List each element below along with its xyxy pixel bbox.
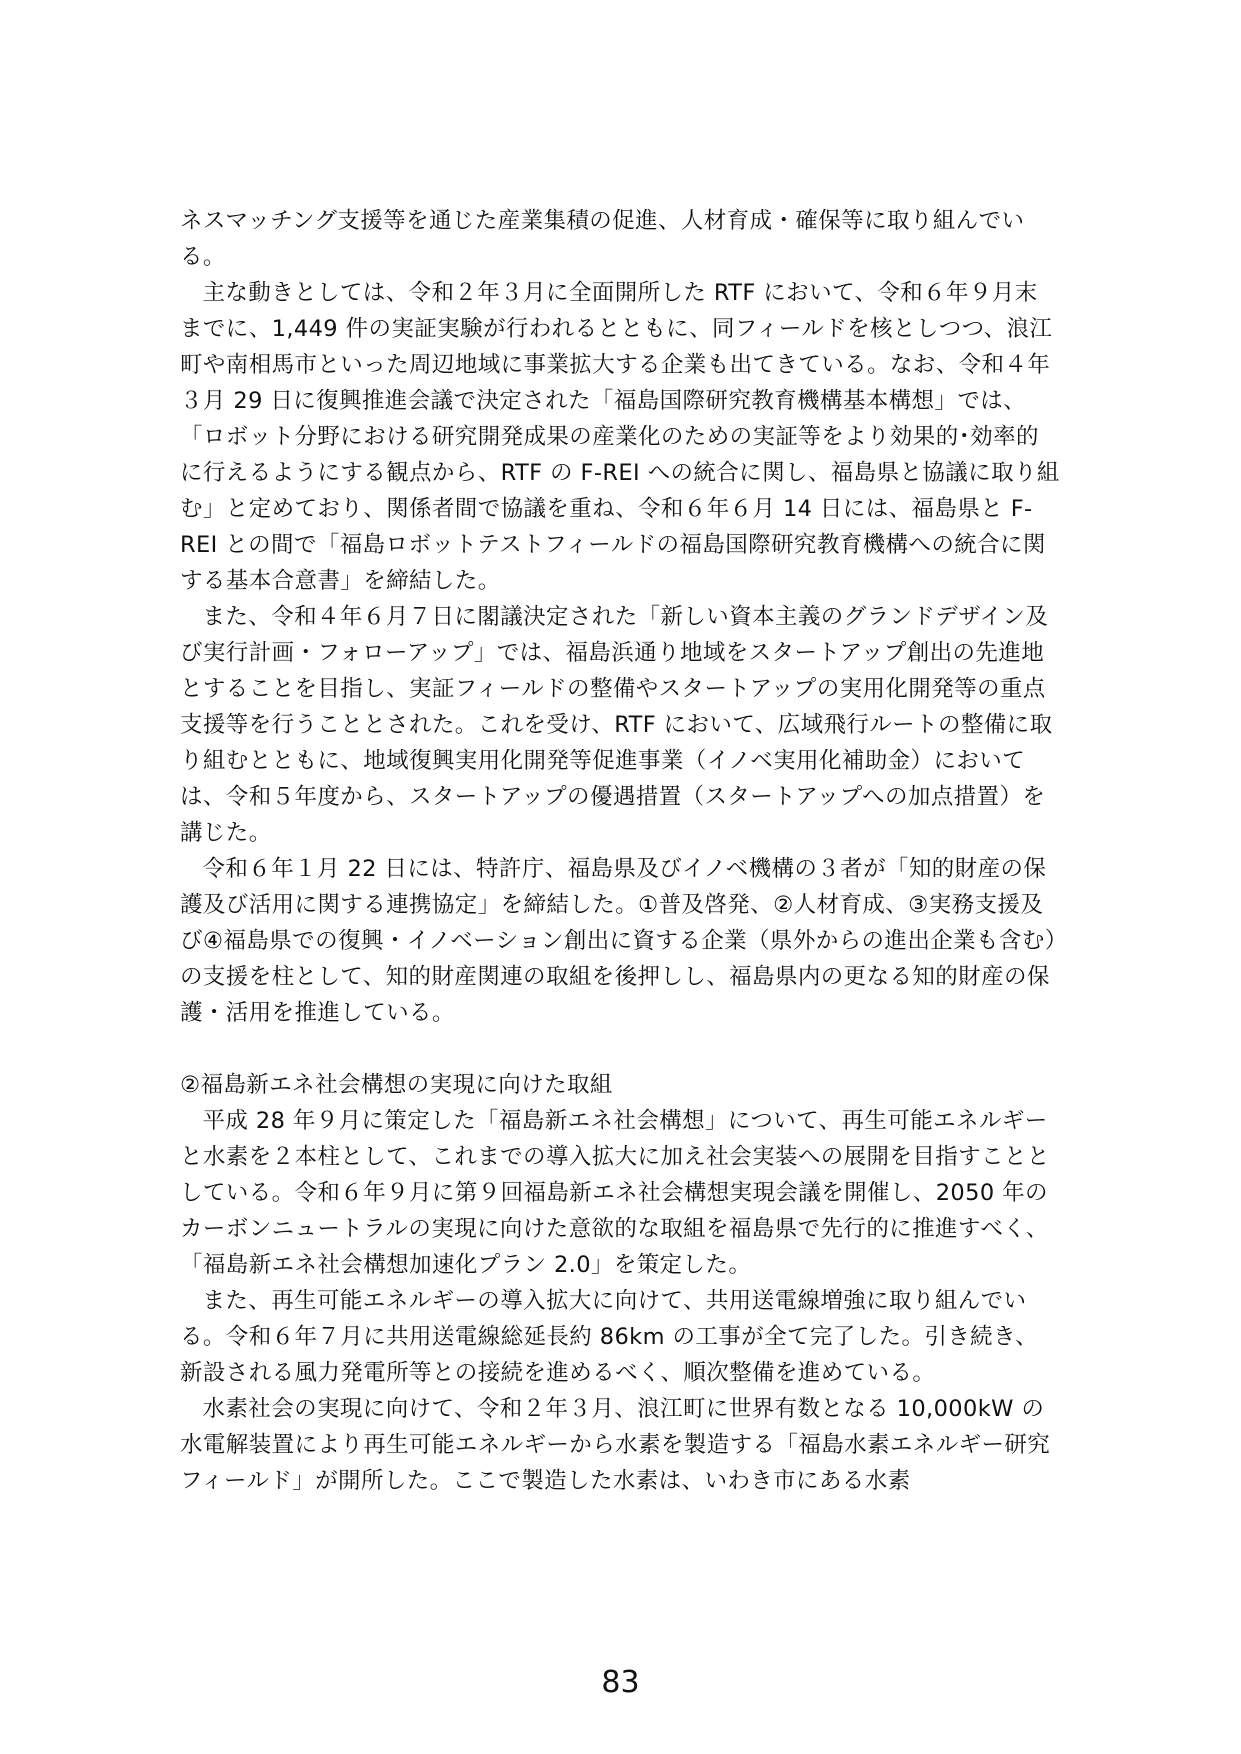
paragraph-rtf-progress: 主な動きとしては、令和２年３月に全面開所した RTF において、令和６年９月末までに、1,449 件の実証実験が行われるとともに、同フィールドを核としつつ、浪江町や南相馬市といった周辺地域に事業拡大する企業も出てきている。なお、令和４年３月 29 日に復興推進会議で決定された「福島国際研究教育機構基本構想」では、「ロボット分野における研究開発成果の産業化のための実証等をより効果的･効率的に行えるようにする観点から、RTF の F-REI への統合に関し、福島県と協議に取り組む」と定めており、関係者間で協議を重ね、令和６年６月 14 日には、福島県と F-REI との間で「福島ロボットテストフィールドの福島国際研究教育機構への統合に関する基本合意書」を締結した。 — [180, 280, 1060, 594]
paragraph-continued: ネスマッチング支援等を通じた産業集積の促進、人材育成・確保等に取り組んでいる。 — [180, 208, 1025, 270]
paragraph-new-energy-concept: 平成 28 年９月に策定した「福島新エネ社会構想」について、再生可能エネルギーと水素を２本柱として、これまでの導入拡大に加え社会実装への展開を目指すこととしている。令和６年９月に第９回福島新エネ社会構想実現会議を開催し、2050 年のカーボンニュートラルの実現に向けた意欲的な取組を福島県で先行的に推進すべく、「福島新エネ社会構想加速化プラン 2.0」を策定した。 — [180, 1108, 1050, 1278]
paragraph-transmission-line: また、再生可能エネルギーの導入拡大に向けて、共用送電線増強に取り組んでいる。令和６年７月に共用送電線総延長約 86km の工事が全て完了した。引き続き、新設される風力発電所等との接続を進めるべく、順次整備を進めている。 — [180, 1288, 1038, 1386]
paragraph-hydrogen-society: 水素社会の実現に向けて、令和２年３月、浪江町に世界有数となる 10,000kW の水電解装置により再生可能エネルギーから水素を製造する「福島水素エネルギー研究フィールド」が開所した。ここで製造した水素は、いわき市にある水素 — [180, 1396, 1051, 1494]
section-heading: ②福島新エネ社会構想の実現に向けた取組 — [180, 1072, 613, 1098]
paragraph-ip-agreement: 令和６年１月 22 日には、特許庁、福島県及びイノベ機構の３者が「知的財産の保護及び活用に関する連携協定」を締結した。①普及啓発、②人材育成、③実務支援及び④福島県での復興・イノベーション創出に資する企業（県外からの進出企業も含む）の支援を柱として、知的財産関連の取組を後押しし、福島県内の更なる知的財産の保護・活用を推進している。 — [180, 856, 1057, 1026]
body-text — [180, 203, 1060, 1499]
section-gap — [180, 1031, 1060, 1067]
page-number: 83 — [601, 1665, 640, 1700]
paragraph-startup-support: また、令和４年６月７日に閣議決定された「新しい資本主義のグランドデザイン及び実行計画・フォローアップ」では、福島浜通り地域をスタートアップ創出の先進地とすることを目指し、実証フィールドの整備やスタートアップの実用化開発等の重点支援等を行うこととされた。これを受け、RTF において、広域飛行ルートの整備に取り組むとともに、地域復興実用化開発等促進事業（イノベ実用化補助金）においては、令和５年度から、スタートアップの優遇措置（スタートアップへの加点措置）を講じた。 — [180, 604, 1053, 846]
